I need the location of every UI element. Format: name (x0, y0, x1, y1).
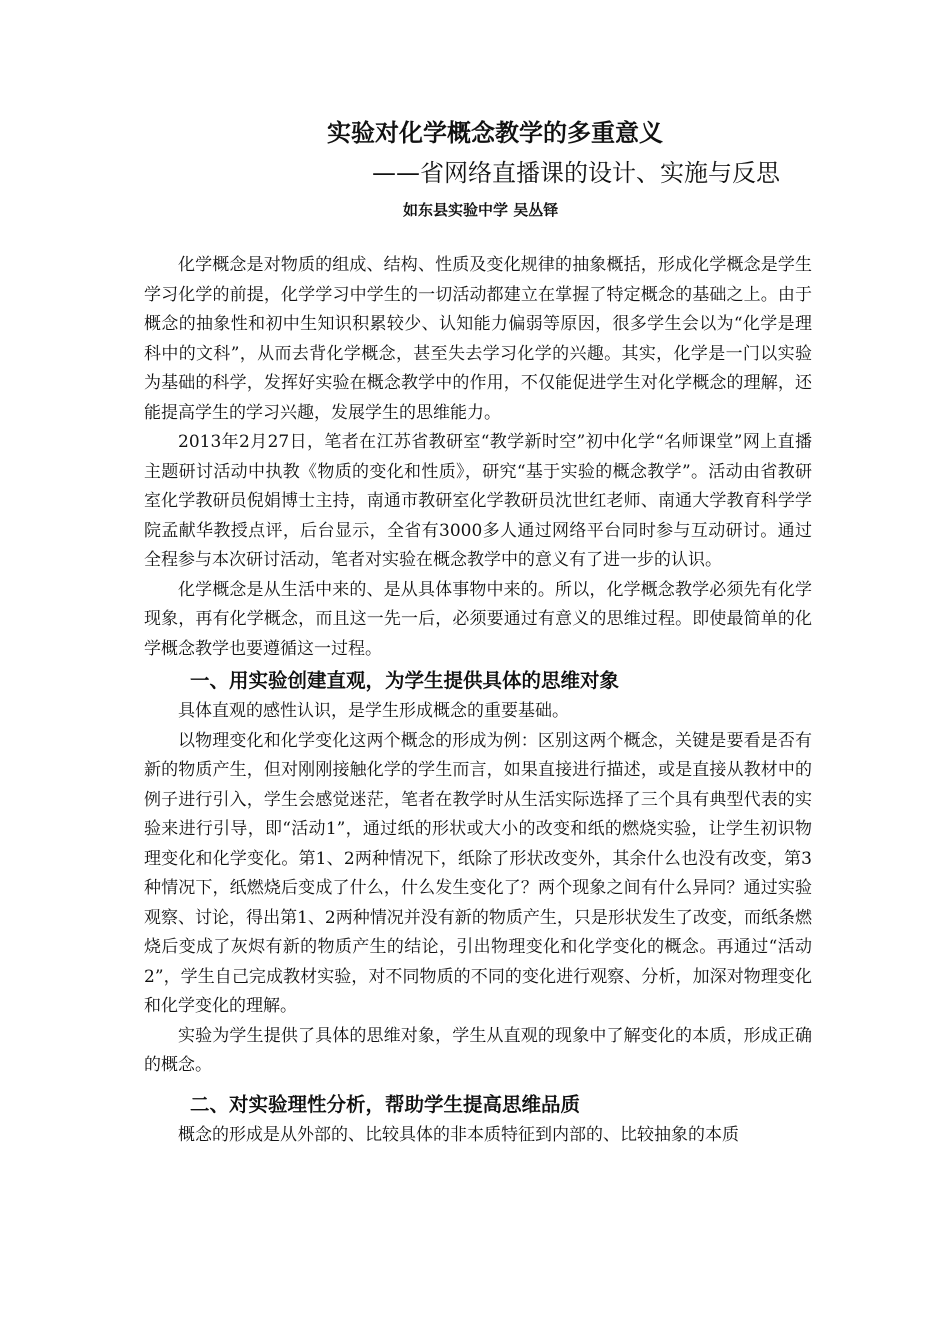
paragraph-5: 以物理变化和化学变化这两个概念的形成为例：区别这两个概念，关键是要看是否有新的物质产生，但对刚刚接触化学的学生而言，如果直接进行描述，或是直接从教材中的例子进行引入，学生会感觉迷茫，笔者在教学时从生活实际选择了三个具有典型代表的实验来进行引导，即“活动1”，通过纸的形状或大小的改变和纸的燃烧实验，让学生初识物理变化和化学变化。第1、2两种情况下，纸除了形状改变外，其余什么也没有改变，第3种情况下，纸燃烧后变成了什么，什么发生变化了？两个现象之间有什么异同？通过实验观察、讨论，得出第1、2两种情况并没有新的物质产生，只是形状发生了改变，而纸条燃烧后变成了灰烬有新的物质产生的结论，引出物理变化和化学变化的概念。再通过“活动2”，学生自己完成教材实验，对不同物质的不同的变化进行观察、分析，加深对物理变化和化学变化的理解。 (144, 730, 812, 1016)
document-subtitle: ——省网络直播课的设计、实施与反思 (372, 159, 780, 187)
paragraph-1: 化学概念是对物质的组成、结构、性质及变化规律的抽象概括，形成化学概念是学生学习化学的前提，化学学习中学生的一切活动都建立在掌握了特定概念的基础之上。由于概念的抽象性和初中生知识积累较少、认知能力偏弱等原因，很多学生会以为“化学是理科中的文科”，从而去背化学概念，甚至失去学习化学的兴趣。其实，化学是一门以实验为基础的科学，发挥好实验在概念教学中的作用，不仅能促进学生对化学概念的理解，还能提高学生的学习兴趣，发展学生的思维能力。 (144, 255, 812, 423)
paragraph-3: 化学概念是从生活中来的、是从具体事物中来的。所以，化学概念教学必须先有化学现象，再有化学概念，而且这一先一后，必须要通过有意义的思维过程。即使最简单的化学概念教学也要遵循这一过程。 (144, 579, 812, 659)
paragraph-7: 概念的形成是从外部的、比较具体的非本质特征到内部的、比较抽象的本质 (178, 1124, 739, 1145)
paragraph-2: 2013年2月27日，笔者在江苏省教研室“教学新时空”初中化学“名师课堂”网上直播主题研讨活动中执教《物质的变化和性质》，研究“基于实验的概念教学”。活动由省教研室化学教研员倪娟博士主持，南通市教研室化学教研员沈世红老师、南通大学教育科学学院孟献华教授点评，后台显示，全省有3000多人通过网络平台同时参与互动研讨。通过全程参与本次研讨活动，笔者对实验在概念教学中的意义有了进一步的认识。 (144, 432, 812, 570)
article-body (144, 251, 812, 1150)
section-heading-1: 一、用实验创建直观，为学生提供具体的思维对象 (190, 669, 620, 692)
section-heading-2: 二、对实验理性分析，帮助学生提高思维品质 (190, 1092, 581, 1116)
paragraph-4: 具体直观的感性认识，是学生形成概念的重要基础。 (178, 701, 569, 721)
document-title: 实验对化学概念教学的多重意义 (327, 119, 663, 147)
author-line: 如东县实验中学 吴丛铎 (403, 201, 559, 219)
paragraph-6: 实验为学生提供了具体的思维对象，学生从直观的现象中了解变化的本质，形成正确的概念。 (144, 1025, 812, 1075)
